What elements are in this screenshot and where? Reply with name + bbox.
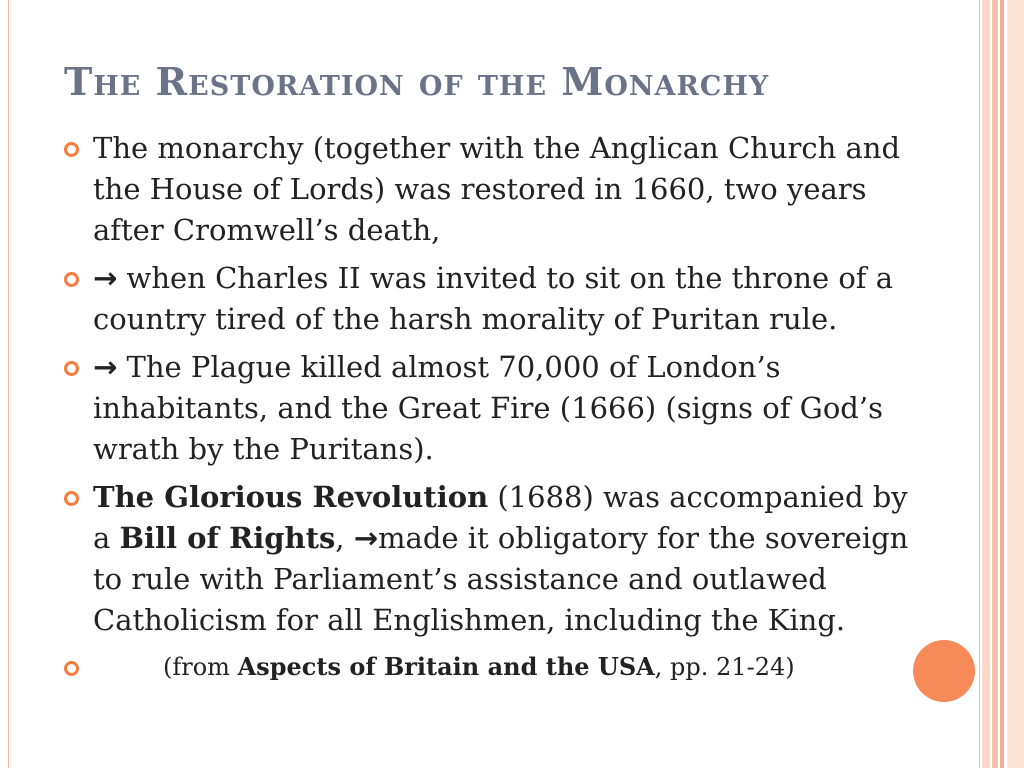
arrow-icon: → bbox=[353, 521, 379, 555]
decorative-dot bbox=[913, 640, 975, 702]
slide-title: The Restoration of the Monarchy bbox=[64, 59, 770, 104]
bullet-item bbox=[62, 258, 922, 340]
bullet-item bbox=[62, 128, 922, 251]
bullet-item bbox=[62, 347, 922, 470]
bullet-ring-icon bbox=[64, 361, 79, 376]
bullet-ring-icon bbox=[64, 491, 79, 506]
bill-of-rights-term: Bill of Rights bbox=[119, 521, 336, 555]
bullet-text: , bbox=[335, 521, 354, 555]
bullet-ring-icon bbox=[64, 272, 79, 287]
bullet-text: made it obligatory for the sovereign to rule with Parliament’s assistance and outlawed Catholicism for all Englishmen, including the King. bbox=[93, 521, 909, 637]
arrow-icon: → bbox=[93, 350, 118, 384]
arrow-icon: → bbox=[93, 261, 118, 295]
frame-left-line bbox=[8, 0, 9, 768]
stripe bbox=[1007, 0, 1024, 768]
source-book-title: Aspects of Britain and the USA bbox=[237, 652, 655, 681]
stripe bbox=[982, 0, 990, 768]
source-suffix: , pp. 21-24) bbox=[654, 653, 795, 681]
bullet-ring-icon bbox=[64, 142, 79, 157]
bullet-text: (1688) was accompanied by a bbox=[93, 480, 908, 555]
bullet-text: The Plague killed almost 70,000 of London’s inhabitants, and the Great Fire (1666) (signs of God’s wrath by the Puritans). bbox=[93, 350, 883, 466]
bullet-ring-icon bbox=[64, 661, 79, 676]
bullet-list bbox=[62, 128, 922, 693]
bullet-text: The monarchy (together with the Anglican Church and the House of Lords) was restored in 1660, two years after Cromwell’s death, bbox=[93, 131, 901, 247]
bullet-item bbox=[62, 477, 922, 641]
frame-right-line bbox=[979, 0, 980, 768]
glorious-revolution-term: The Glorious Revolution bbox=[93, 480, 489, 514]
source-prefix: (from bbox=[163, 653, 238, 681]
source-citation bbox=[62, 648, 922, 686]
decorative-stripes bbox=[982, 0, 1024, 768]
bullet-text: when Charles II was invited to sit on the throne of a country tired of the harsh morality of Puritan rule. bbox=[93, 261, 894, 336]
